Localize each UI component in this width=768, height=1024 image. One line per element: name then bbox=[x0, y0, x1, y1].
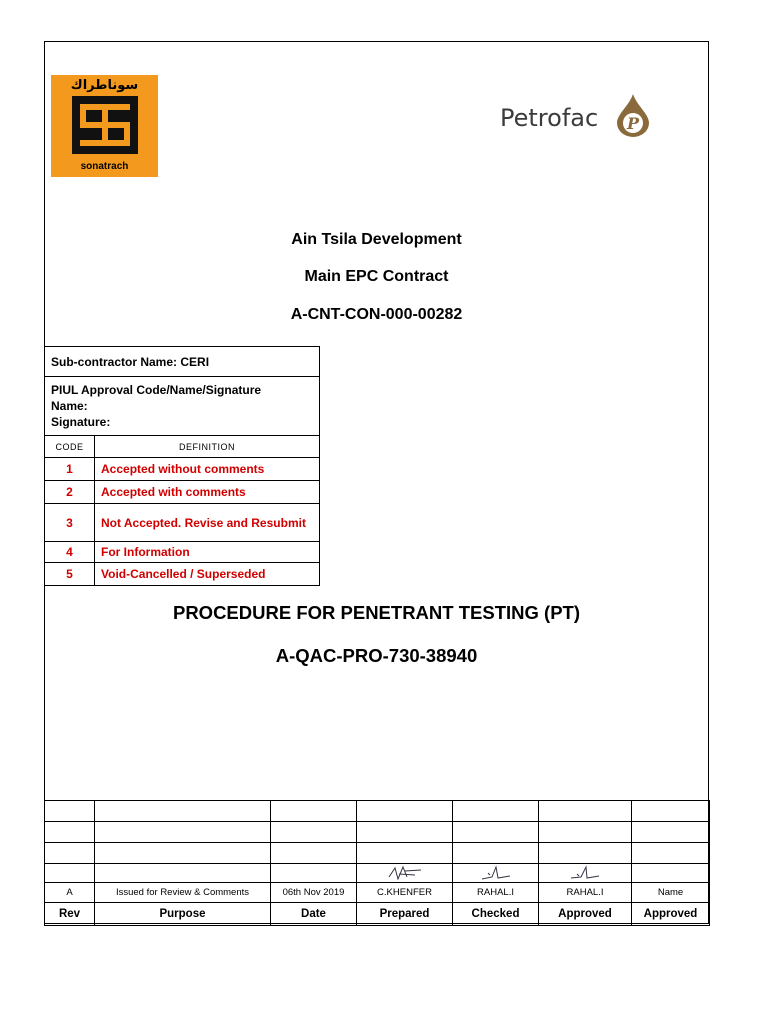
purpose-value: Issued for Review & Comments bbox=[95, 883, 271, 903]
approved-header: Approved bbox=[539, 903, 632, 926]
project-title: Ain Tsila Development bbox=[291, 231, 462, 248]
approval-box bbox=[44, 346, 320, 586]
code-header: CODE bbox=[45, 436, 95, 458]
piul-label: PIUL Approval Code/Name/Signature bbox=[51, 383, 262, 397]
piul-row bbox=[45, 377, 320, 436]
signature-row bbox=[45, 864, 710, 883]
revision-table bbox=[44, 800, 710, 926]
checked-signature bbox=[453, 864, 539, 883]
approved-signature bbox=[539, 864, 632, 883]
checked-header: Checked bbox=[453, 903, 539, 926]
sonatrach-arabic-text: سوناطراك bbox=[70, 78, 139, 93]
code-value: 2 bbox=[45, 481, 95, 504]
code-row bbox=[45, 542, 320, 563]
code-row bbox=[45, 563, 320, 586]
code-definition: For Information bbox=[95, 542, 320, 563]
signature-mark-icon bbox=[385, 865, 425, 881]
code-definition: Accepted with comments bbox=[95, 481, 320, 504]
svg-text:P: P bbox=[626, 114, 640, 133]
approved-header-2: Approved bbox=[632, 903, 710, 926]
date-header: Date bbox=[271, 903, 357, 926]
petrofac-wordmark: Petrofac bbox=[500, 104, 599, 132]
piul-cell bbox=[45, 377, 320, 436]
subcontractor-name: Sub-contractor Name: CERI bbox=[45, 347, 320, 377]
prepared-value: C.KHENFER bbox=[357, 883, 453, 903]
document-title: PROCEDURE FOR PENETRANT TESTING (PT) bbox=[172, 602, 580, 623]
rev-header: Rev bbox=[45, 903, 95, 926]
checked-value: RAHAL.I bbox=[453, 883, 539, 903]
purpose-header: Purpose bbox=[95, 903, 271, 926]
revision-row-empty bbox=[45, 801, 710, 822]
prepared-header: Prepared bbox=[357, 903, 453, 926]
code-row bbox=[45, 481, 320, 504]
rev-value: A bbox=[45, 883, 95, 903]
piul-signature-label: Signature: bbox=[51, 415, 111, 429]
petrofac-drop-icon bbox=[613, 92, 653, 138]
revision-header-row bbox=[45, 903, 710, 926]
code-definition: Accepted without comments bbox=[95, 458, 320, 481]
date-value: 06th Nov 2019 bbox=[271, 883, 357, 903]
prepared-signature bbox=[357, 864, 453, 883]
revision-row-empty bbox=[45, 822, 710, 843]
approved-value: RAHAL.I bbox=[539, 883, 632, 903]
contract-number: A-CNT-CON-000-00282 bbox=[290, 306, 463, 323]
code-row bbox=[45, 504, 320, 542]
code-value: 3 bbox=[45, 504, 95, 542]
code-value: 5 bbox=[45, 563, 95, 586]
code-value: 4 bbox=[45, 542, 95, 563]
code-value: 1 bbox=[45, 458, 95, 481]
piul-name-label: Name: bbox=[51, 399, 88, 413]
subcontractor-row bbox=[45, 347, 320, 377]
code-definition: Void-Cancelled / Superseded bbox=[95, 563, 320, 586]
signature-mark-icon bbox=[478, 865, 514, 881]
signature-mark-icon bbox=[567, 865, 603, 881]
code-row bbox=[45, 458, 320, 481]
revision-row-empty bbox=[45, 843, 710, 864]
definition-header: DEFINITION bbox=[95, 436, 320, 458]
code-header-row bbox=[45, 436, 320, 458]
approved-name-value: Name bbox=[632, 883, 710, 903]
contract-title: Main EPC Contract bbox=[304, 268, 449, 285]
document-number: A-QAC-PRO-730-38940 bbox=[275, 645, 478, 666]
petrofac-logo bbox=[500, 90, 660, 140]
sonatrach-latin-text: sonatrach bbox=[80, 161, 129, 172]
revision-row-a bbox=[45, 883, 710, 903]
sonatrach-logo bbox=[51, 75, 158, 177]
code-definition: Not Accepted. Revise and Resubmit bbox=[95, 504, 320, 542]
sonatrach-emblem-icon bbox=[72, 96, 138, 154]
